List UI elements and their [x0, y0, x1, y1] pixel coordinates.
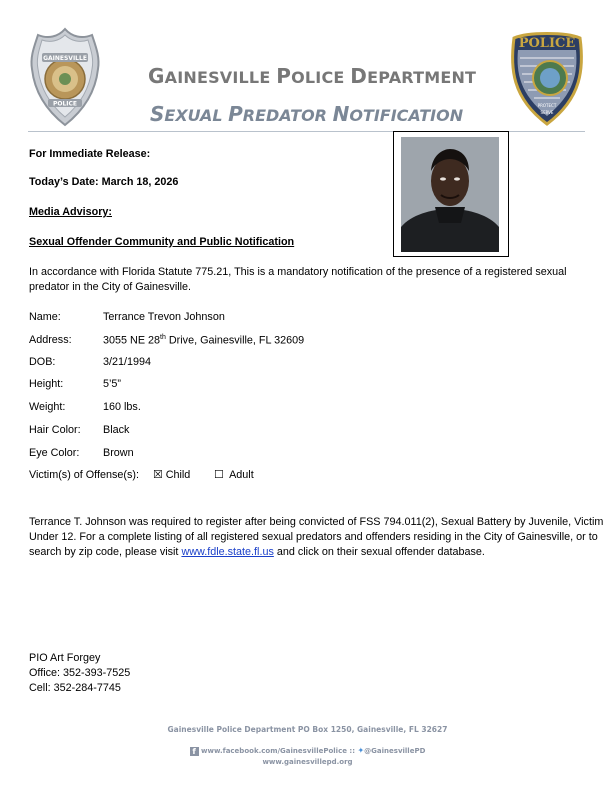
department-title-part-2: OLICE	[291, 68, 351, 87]
hair-color-value: Black	[103, 424, 130, 436]
footer-address: Gainesville Police Department PO Box 1250, Gainesville, FL 32627	[167, 725, 448, 734]
address-value-post: Drive, Gainesville, FL 32609	[165, 334, 305, 347]
eye-color-label: Eye Color:	[29, 447, 80, 459]
todays-date-label: Today’s Date:	[29, 176, 99, 188]
victim-child-label: Child	[165, 469, 191, 481]
pio-office-phone: Office: 352-393-7525	[29, 667, 131, 679]
intro-paragraph: In accordance with Florida Statute 775.21, This is a mandatory notification of the presence of a registered sexual predator in the City of Gainesville.	[29, 266, 567, 293]
twitter-icon: ✦	[357, 746, 365, 755]
notification-title-n: N	[332, 102, 350, 126]
dob-value: 3/21/1994	[103, 356, 152, 368]
dob-label: DOB:	[29, 356, 56, 368]
todays-date-value: March 18, 2026	[101, 176, 179, 188]
media-advisory-heading: Media Advisory:	[29, 206, 112, 218]
badge-right-top-text: POLICE	[518, 36, 576, 51]
department-title-g: G	[148, 64, 165, 88]
notification-title-part-3: OTIFICATION	[349, 106, 464, 125]
footer-social	[0, 746, 615, 756]
badge-right-motto-2: SERVE	[540, 110, 554, 115]
notification-title-p: P	[228, 102, 243, 126]
height-label: Height:	[29, 378, 64, 390]
pio-cell-phone: Cell: 352-284-7745	[29, 682, 121, 694]
facebook-icon: f	[190, 747, 199, 756]
checkbox-empty-icon: ☐	[214, 469, 224, 481]
department-title-part-3: EPARTMENT	[367, 68, 477, 87]
notification-title	[150, 102, 463, 126]
footer-separator: ::	[349, 747, 356, 755]
department-title-p: P	[276, 64, 292, 88]
address-value	[103, 334, 304, 347]
conviction-text-after: and click on their sexual offender database.	[273, 546, 485, 558]
victim-adult-option	[214, 468, 254, 483]
footer-website[interactable]: www.gainesvillepd.org	[262, 758, 353, 766]
victim-adult-label: Adult	[229, 469, 254, 481]
department-title-d: D	[350, 64, 368, 88]
offender-photo	[401, 137, 499, 252]
victim-label: Victim(s) of Offense(s):	[29, 469, 139, 481]
notification-title-s: S	[150, 102, 165, 126]
checkbox-checked-icon: ☒	[153, 469, 163, 481]
gpd-badge-left-icon	[28, 27, 103, 127]
conviction-text: Terrance T. Johnson was required to register after being convicted of FSS 794.011(2), Sexual Battery by Juvenile, Victim Under 12. For a complete listing of all registered sexual predators and offenders residing in the City of Gainesville, or to search by zip code, please visit	[29, 516, 604, 558]
badge-right-motto-1: PROTECT	[537, 103, 557, 108]
eye-color-value: Brown	[103, 447, 134, 459]
victim-child-option	[153, 468, 190, 483]
department-title-part-1: AINESVILLE	[164, 68, 277, 87]
name-label: Name:	[29, 311, 61, 323]
offender-photo-frame	[393, 131, 509, 257]
address-value-pre: 3055 NE 28	[103, 334, 161, 347]
notification-heading: Sexual Offender Community and Public Notification	[29, 236, 295, 248]
gpd-patch-right-icon	[508, 28, 586, 126]
weight-value: 160 lbs.	[103, 401, 141, 413]
facebook-link[interactable]: www.facebook.com/GainesvillePolice	[201, 747, 347, 755]
height-value: 5’5”	[103, 378, 122, 390]
immediate-release-label: For Immediate Release:	[29, 148, 151, 160]
fdle-link[interactable]: www.fdle.state.fl.us	[181, 546, 274, 558]
notification-title-part-1: EXUAL	[164, 106, 229, 125]
notification-title-part-2: REDATOR	[242, 106, 333, 125]
hair-color-label: Hair Color:	[29, 424, 81, 436]
todays-date-line	[29, 175, 178, 190]
department-title	[148, 64, 476, 88]
twitter-handle[interactable]: @GainesvillePD	[364, 747, 426, 755]
address-value-sup: th	[160, 334, 166, 341]
pio-name: PIO Art Forgey	[29, 652, 101, 664]
conviction-paragraph	[29, 515, 604, 560]
address-label: Address:	[29, 334, 72, 346]
weight-label: Weight:	[29, 401, 66, 413]
badge-left-bottom-text: POLICE	[52, 100, 78, 108]
name-value: Terrance Trevon Johnson	[103, 311, 225, 323]
badge-left-top-text: GAINESVILLE	[43, 55, 87, 62]
